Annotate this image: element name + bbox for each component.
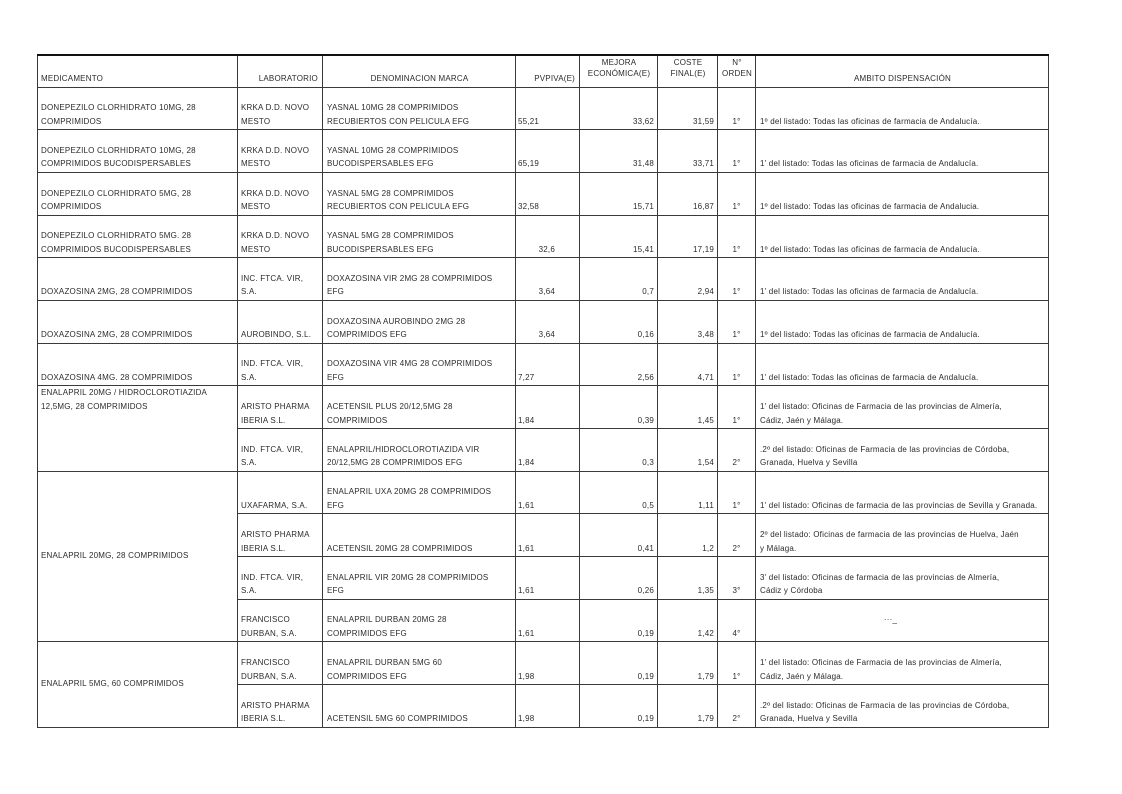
medicamento-cell: DOXAZOSINA 4MG. 28 COMPRIMIDOS [38, 343, 238, 386]
coste-cell: 1,2 [658, 514, 718, 557]
pvpiva-cell: 7,27 [516, 343, 580, 386]
ambito-cell: 1º del listado: Todas las oficinas de farmacia de Andalucia. [756, 172, 1049, 215]
mejora-cell: 0,19 [580, 685, 658, 728]
laboratorio-cell: KRKA D.D. NOVO MESTO [238, 87, 323, 130]
table-row [38, 300, 1049, 343]
pvpiva-cell: 1,61 [516, 471, 580, 514]
table-row [38, 130, 1049, 173]
orden-cell: 1° [718, 471, 756, 514]
medicamento-cell: DOXAZOSINA 2MG, 28 COMPRIMIDOS [38, 258, 238, 301]
pvpiva-cell: 32,6 [516, 215, 580, 258]
table-body [38, 87, 1049, 727]
ambito-cell: 1' del listado: Todas las oficinas de farmacia de Andalucía. [756, 130, 1049, 173]
pvpiva-cell: 1,61 [516, 514, 580, 557]
denominacion-cell: YASNAL 10MG 28 COMPRIMIDOS RECUBIERTOS CON PELICULA EFG [323, 87, 516, 130]
ambito-cell: .2º del listado: Oficinas de Farmacia de las provincias de Córdoba, Granada, Huelva y Sevilla [756, 429, 1049, 472]
coste-cell: 1,79 [658, 642, 718, 685]
pvpiva-cell: 1,98 [516, 642, 580, 685]
denominacion-cell: ENALAPRIL DURBAN 20MG 28 COMPRIMIDOS EFG [323, 599, 516, 642]
orden-cell: 1° [718, 386, 756, 429]
mejora-cell: 0,19 [580, 599, 658, 642]
orden-cell: 1° [718, 172, 756, 215]
header-coste: COSTE FINAL(E) [658, 55, 718, 87]
ambito-cell: 1' del listado: Oficinas de Farmacia de las provincias de Almería, Cádiz, Jaén y Málaga. [756, 386, 1049, 429]
medicamento-cell: DONEPEZILO CLORHIDRATO 10MG, 28 COMPRIMIDOS [38, 87, 238, 130]
pvpiva-cell: 3,64 [516, 300, 580, 343]
table-row [38, 258, 1049, 301]
mejora-cell: 0,7 [580, 258, 658, 301]
denominacion-cell: ACETENSIL PLUS 20/12,5MG 28 COMPRIMIDOS [323, 386, 516, 429]
header-laboratorio: LABORATORIO [238, 55, 323, 87]
orden-cell: 3° [718, 557, 756, 600]
ambito-cell: ···_ [756, 599, 1049, 642]
medicamento-cell: ENALAPRIL 5MG, 60 COMPRIMIDOS [38, 642, 238, 727]
table-row [38, 386, 1049, 429]
pvpiva-cell: 1,84 [516, 386, 580, 429]
header-denominacion: DENOMINACION MARCA [323, 55, 516, 87]
medicamento-cell: ENALAPRIL 20MG, 28 COMPRIMIDOS [38, 471, 238, 642]
laboratorio-cell: KRKA D.D. NOVO MESTO [238, 215, 323, 258]
table-row [38, 642, 1049, 685]
orden-cell: 2° [718, 429, 756, 472]
coste-cell: 3,48 [658, 300, 718, 343]
ambito-cell: 1' del listado: Oficinas de Farmacia de las provincias de Almería, Cádiz, Jaén y Málaga. [756, 642, 1049, 685]
laboratorio-cell: KRKA D.D. NOVO MESTO [238, 130, 323, 173]
orden-cell: 1° [718, 343, 756, 386]
denominacion-cell: ENALAPRIL VIR 20MG 28 COMPRIMIDOS EFG [323, 557, 516, 600]
orden-cell: 2° [718, 685, 756, 728]
orden-cell: 1° [718, 300, 756, 343]
laboratorio-cell: KRKA D.D. NOVO MESTO [238, 172, 323, 215]
denominacion-cell: ENALAPRIL DURBAN 5MG 60 COMPRIMIDOS EFG [323, 642, 516, 685]
table-row [38, 172, 1049, 215]
pvpiva-cell: 55,21 [516, 87, 580, 130]
denominacion-cell: DOXAZOSINA AUROBINDO 2MG 28 COMPRIMIDOS EFG [323, 300, 516, 343]
table-row [38, 215, 1049, 258]
laboratorio-cell: INC. FTCA. VIR, S.A. [238, 258, 323, 301]
table-header [38, 55, 1049, 87]
orden-cell: 1° [718, 87, 756, 130]
ambito-cell: 1º del listado: Todas las oficinas de farmacia de Andalucía. [756, 300, 1049, 343]
ambito-cell: .2º del listado: Oficinas de Farmacia de las provincias de Córdoba, Granada, Huelva y Sevilla [756, 685, 1049, 728]
coste-cell: 4,71 [658, 343, 718, 386]
table-row [38, 471, 1049, 514]
laboratorio-cell: UXAFARMA, S.A. [238, 471, 323, 514]
pvpiva-cell: 1,84 [516, 429, 580, 472]
mejora-cell: 0,16 [580, 300, 658, 343]
orden-cell: 1° [718, 130, 756, 173]
mejora-cell: 0,41 [580, 514, 658, 557]
coste-cell: 1,35 [658, 557, 718, 600]
medicamento-cell: ENALAPRIL 20MG / HIDROCLOROTIAZIDA 12,5MG, 28 COMPRIMIDOS [38, 386, 238, 471]
pvpiva-cell: 65,19 [516, 130, 580, 173]
ambito-cell: 1º del listado: Todas las oficinas de farmacia de Andalucía. [756, 215, 1049, 258]
denominacion-cell: ENALAPRIL UXA 20MG 28 COMPRIMIDOS EFG [323, 471, 516, 514]
pvpiva-cell: 1,61 [516, 557, 580, 600]
header-mejora: MEJORA ECONÓMICA(E) [580, 55, 658, 87]
mejora-cell: 0,5 [580, 471, 658, 514]
laboratorio-cell: FRANCISCO DURBAN, S.A. [238, 599, 323, 642]
ambito-cell: 2º del listado: Oficinas de farmacia de las provincias de Huelva, Jaén y Málaga. [756, 514, 1049, 557]
header-pvpiva: PVPIVA(E) [516, 55, 580, 87]
ambito-cell: 1' del listado: Todas las oficinas de farmacia de Andalucía. [756, 258, 1049, 301]
ambito-cell: 1º del listado: Todas las oficinas de farmacia de Andalucía. [756, 87, 1049, 130]
orden-cell: 4° [718, 599, 756, 642]
mejora-cell: 0,39 [580, 386, 658, 429]
coste-cell: 1,11 [658, 471, 718, 514]
orden-cell: 2° [718, 514, 756, 557]
denominacion-cell: ACETENSIL 5MG 60 COMPRIMIDOS [323, 685, 516, 728]
pvpiva-cell: 32,58 [516, 172, 580, 215]
laboratorio-cell: AUROBINDO, S.L. [238, 300, 323, 343]
laboratorio-cell: ARISTO PHARMA IBERIA S.L. [238, 685, 323, 728]
mejora-cell: 31,48 [580, 130, 658, 173]
medicamento-cell: DONEPEZILO CLORHIDRATO 5MG, 28 COMPRIMIDOS [38, 172, 238, 215]
coste-cell: 1,42 [658, 599, 718, 642]
mejora-cell: 0,19 [580, 642, 658, 685]
coste-cell: 2,94 [658, 258, 718, 301]
laboratorio-cell: IND. FTCA. VIR, S.A. [238, 429, 323, 472]
medication-table [37, 54, 1049, 728]
orden-cell: 1° [718, 215, 756, 258]
coste-cell: 17,19 [658, 215, 718, 258]
coste-cell: 33,71 [658, 130, 718, 173]
mejora-cell: 33,62 [580, 87, 658, 130]
coste-cell: 1,79 [658, 685, 718, 728]
denominacion-cell: DOXAZOSINA VIR 4MG 28 COMPRIMIDOS EFG [323, 343, 516, 386]
laboratorio-cell: ARISTO PHARMA IBERIA S.L. [238, 386, 323, 429]
denominacion-cell: ACETENSIL 20MG 28 COMPRIMIDOS [323, 514, 516, 557]
table-row [38, 87, 1049, 130]
laboratorio-cell: IND. FTCA. VIR, S.A. [238, 557, 323, 600]
denominacion-cell: YASNAL 5MG 28 COMPRIMIDOS BUCODISPERSABLES EFG [323, 215, 516, 258]
denominacion-cell: YASNAL 5MG 28 COMPRIMIDOS RECUBIERTOS CON PELICULA EFG [323, 172, 516, 215]
coste-cell: 31,59 [658, 87, 718, 130]
denominacion-cell: YASNAL 10MG 28 COMPRIMIDOS BUCODISPERSABLES EFG [323, 130, 516, 173]
header-ambito: AMBITO DISPENSACIÓN [756, 55, 1049, 87]
table-row [38, 343, 1049, 386]
denominacion-cell: ENALAPRIL/HIDROCLOROTIAZIDA VIR 20/12,5MG 28 COMPRIMIDOS EFG [323, 429, 516, 472]
ambito-cell: 1' del listado: Oficinas de farmacia de las provincias de Sevilla y Granada. [756, 471, 1049, 514]
coste-cell: 16,87 [658, 172, 718, 215]
medicamento-cell: DOXAZOSINA 2MG, 28 COMPRIMIDOS [38, 300, 238, 343]
medicamento-cell: DONEPEZILO CLORHIDRATO 10MG, 28 COMPRIMIDOS BUCODISPERSABLES [38, 130, 238, 173]
laboratorio-cell: FRANCISCO DURBAN, S.A. [238, 642, 323, 685]
pvpiva-cell: 3,64 [516, 258, 580, 301]
coste-cell: 1,45 [658, 386, 718, 429]
mejora-cell: 15,71 [580, 172, 658, 215]
mejora-cell: 0,3 [580, 429, 658, 472]
coste-cell: 1,54 [658, 429, 718, 472]
denominacion-cell: DOXAZOSINA VIR 2MG 28 COMPRIMIDOS EFG [323, 258, 516, 301]
header-row [38, 55, 1049, 87]
header-orden: N° ORDEN [718, 55, 756, 87]
header-medicamento: MEDICAMENTO [38, 55, 238, 87]
laboratorio-cell: IND. FTCA. VIR, S.A. [238, 343, 323, 386]
orden-cell: 1° [718, 258, 756, 301]
mejora-cell: 15,41 [580, 215, 658, 258]
pvpiva-cell: 1,98 [516, 685, 580, 728]
medicamento-cell: DONEPEZILO CLORHIDRATO 5MG. 28 COMPRIMIDOS BUCODISPERSABLES [38, 215, 238, 258]
ambito-cell: 1' del listado: Todas las oficinas de farmacia de Andalucía. [756, 343, 1049, 386]
orden-cell: 1° [718, 642, 756, 685]
mejora-cell: 2,56 [580, 343, 658, 386]
ambito-cell: 3' del listado: Oficinas de farmacia de las provincias de Almería, Cádiz y Córdoba [756, 557, 1049, 600]
laboratorio-cell: ARISTO PHARMA IBERIA S.L. [238, 514, 323, 557]
pvpiva-cell: 1,61 [516, 599, 580, 642]
mejora-cell: 0,26 [580, 557, 658, 600]
